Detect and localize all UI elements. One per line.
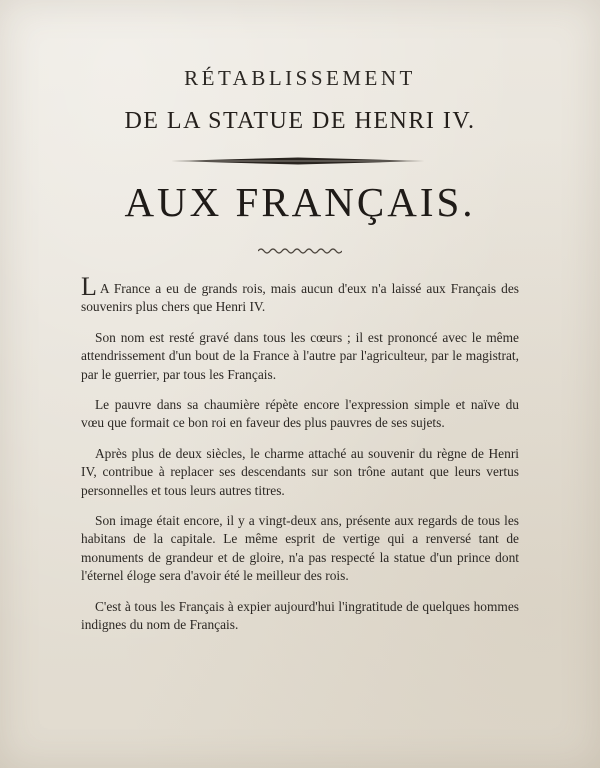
paragraph-5: Son image était encore, il y a vingt-deux ans, présente aux regards de tous les habitans de la capitale. Le même esprit de vertige qui a renversé tant de monuments de grandeur et de gloire, n'a pas respecté la statue d'un prince dont l'éternel éloge sera d'avoir été le meilleur des rois.: [81, 513, 519, 584]
header-line-1: RÉTABLISSEMENT: [184, 66, 416, 90]
main-title: AUX FRANÇAIS.: [124, 179, 476, 225]
wavy-ornament: [258, 246, 342, 256]
paragraph-3: Le pauvre dans sa chaumière répète encore l'expression simple et naïve du vœu que formait ce bon roi en faveur des plus pauvres de ses sujets.: [81, 397, 519, 431]
paragraph-4: Après plus de deux siècles, le charme attaché au souvenir du règne de Henri IV, contribue à replacer ses descendants sur son trône autant que leurs vertus personnelles et tous leurs autres titres.: [81, 445, 519, 498]
header-line-2: DE LA STATUE DE HENRI IV.: [124, 108, 476, 134]
paragraph-2: Son nom est resté gravé dans tous les cœurs ; il est prononcé avec le même attendrissement d'un bout de la France à l'autre par l'agriculteur, par le magistrat, par le guerrier, par tous les Français.: [81, 329, 519, 382]
paragraph-1: [81, 272, 519, 317]
body-text: [81, 272, 519, 647]
paragraph-6: C'est à tous les Français à expier aujourd'hui l'ingratitude de quelques hommes indignes du nom de Français.: [81, 598, 519, 633]
ornamental-rule: [172, 154, 424, 168]
paragraph-1-text: A France a eu de grands rois, mais aucun d'eux n'a laissé aux Français des souvenirs plus chers que Henri IV.: [81, 281, 519, 315]
drop-cap: L: [81, 272, 97, 301]
